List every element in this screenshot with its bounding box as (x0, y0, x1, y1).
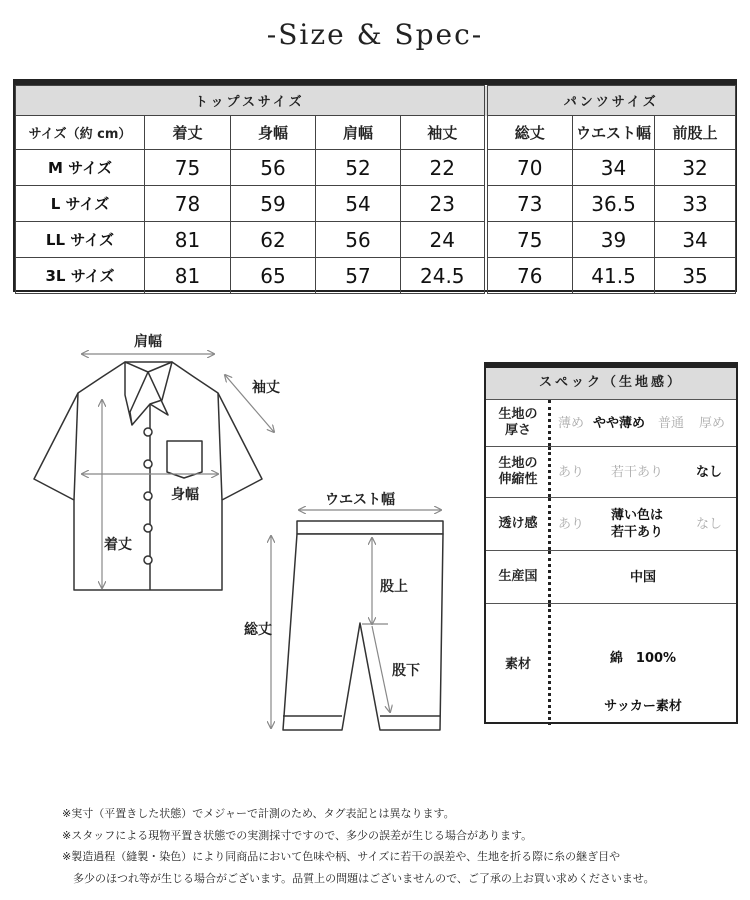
tops-size-group-header: トップスサイズ (16, 86, 486, 116)
table-cell: 76 (486, 258, 573, 294)
table-cell: 24.5 (401, 258, 486, 294)
table-cell: 32 (655, 150, 736, 186)
label-inseam: 股下 (392, 663, 420, 679)
table-cell: 81 (145, 258, 231, 294)
spec-value: 中国 (629, 569, 656, 585)
spec-label: 素材 (504, 656, 531, 672)
table-cell: 22 (401, 150, 486, 186)
table-cell: 78 (145, 186, 231, 222)
table-cell: 70 (486, 150, 573, 186)
spec-option: 厚め (698, 415, 725, 431)
spec-option-selected: 薄い色は 若干あり (610, 508, 663, 540)
table-cell: 35 (655, 258, 736, 294)
spec-row-thickness (486, 400, 736, 447)
table-cell: 56 (231, 150, 316, 186)
spec-value: 綿 100% (609, 651, 677, 666)
spec-label: 透け感 (498, 516, 538, 531)
spec-option: なし (695, 516, 722, 532)
shirt-illustration (34, 362, 262, 590)
spec-option-selected: なし (695, 464, 722, 480)
table-cell: 62 (231, 222, 316, 258)
spec-option: 若干あり (610, 464, 663, 480)
column-header-total-length: 総丈 (486, 116, 573, 150)
label-body-width: 身幅 (171, 487, 199, 503)
spec-option: あり (557, 516, 584, 532)
table-cell: 23 (401, 186, 486, 222)
column-header-shoulder: 肩幅 (316, 116, 401, 150)
pants-illustration (283, 521, 443, 730)
label-rise: 股上 (380, 579, 408, 595)
spec-label: 生産国 (498, 569, 538, 584)
spec-row-stretch (486, 447, 736, 498)
label-total-length: 総丈 (244, 622, 272, 638)
label-waist: ウエスト幅 (325, 492, 395, 508)
table-cell: 81 (145, 222, 231, 258)
table-cell: 54 (316, 186, 401, 222)
table-cell: 75 (145, 150, 231, 186)
table-cell: 56 (316, 222, 401, 258)
pants-size-group-header: パンツサイズ (486, 86, 736, 116)
column-header-body-width: 身幅 (231, 116, 316, 150)
row-size-label: L サイズ (16, 186, 145, 222)
spec-option: 普通 (657, 415, 684, 431)
table-cell: 34 (655, 222, 736, 258)
column-header-rise: 前股上 (655, 116, 736, 150)
row-size-label: M サイズ (16, 150, 145, 186)
spec-box (484, 362, 738, 724)
row-size-label: 3L サイズ (16, 258, 145, 294)
spec-value-secondary: サッカー素材 (604, 699, 682, 714)
table-cell: 39 (573, 222, 655, 258)
spec-row-transparency (486, 498, 736, 551)
table-cell: 65 (231, 258, 316, 294)
table-cell: 34 (573, 150, 655, 186)
dotted-divider (548, 447, 551, 497)
dotted-divider (548, 551, 551, 603)
spec-option: あり (557, 464, 584, 480)
footnote: 多少のほつれ等が生じる場合がございます。品質上の問題はございませんので、ご了承の上お買い求めくださいませ。 (62, 871, 655, 885)
footnote: ※スタッフによる現物平置き状態での実測採寸ですので、多少の誤差が生じる場合があります。 (62, 828, 533, 842)
spec-label: 生地の 伸縮性 (498, 456, 538, 487)
spec-title: スペック（生地感） (486, 368, 736, 400)
column-header-size: サイズ（約 cm） (16, 116, 145, 150)
dotted-divider (548, 604, 551, 725)
spec-option-selected: やや薄め (592, 415, 645, 431)
page-title: -Size & Spec- (266, 18, 484, 51)
footnote: ※実寸（平置きした状態）でメジャーで計測のため、タグ表記とは異なります。 (62, 807, 455, 820)
spec-option: 薄め (557, 415, 584, 431)
footnote: ※製造過程（縫製・染色）により同商品において色味や柄、サイズに若干の誤差や、生地を折る際に糸の継ぎ目や (62, 850, 621, 863)
table-cell: 24 (401, 222, 486, 258)
row-size-label: LL サイズ (16, 222, 145, 258)
table-cell: 59 (231, 186, 316, 222)
table-cell: 75 (486, 222, 573, 258)
dotted-divider (548, 400, 551, 446)
label-length: 着丈 (104, 537, 132, 553)
table-cell: 57 (316, 258, 401, 294)
dotted-divider (548, 498, 551, 550)
column-header-waist: ウエスト幅 (573, 116, 655, 150)
label-shoulder: 肩幅 (134, 334, 162, 350)
spec-row-material (486, 604, 736, 725)
table-cell: 33 (655, 186, 736, 222)
table-cell: 73 (486, 186, 573, 222)
column-header-length: 着丈 (145, 116, 231, 150)
footnotes (62, 803, 655, 889)
column-header-sleeve: 袖丈 (401, 116, 486, 150)
table-cell: 41.5 (573, 258, 655, 294)
spec-row-origin (486, 551, 736, 604)
spec-label: 生地の 厚さ (498, 407, 538, 438)
table-cell: 36.5 (573, 186, 655, 222)
label-sleeve: 袖丈 (252, 380, 280, 396)
table-cell: 52 (316, 150, 401, 186)
